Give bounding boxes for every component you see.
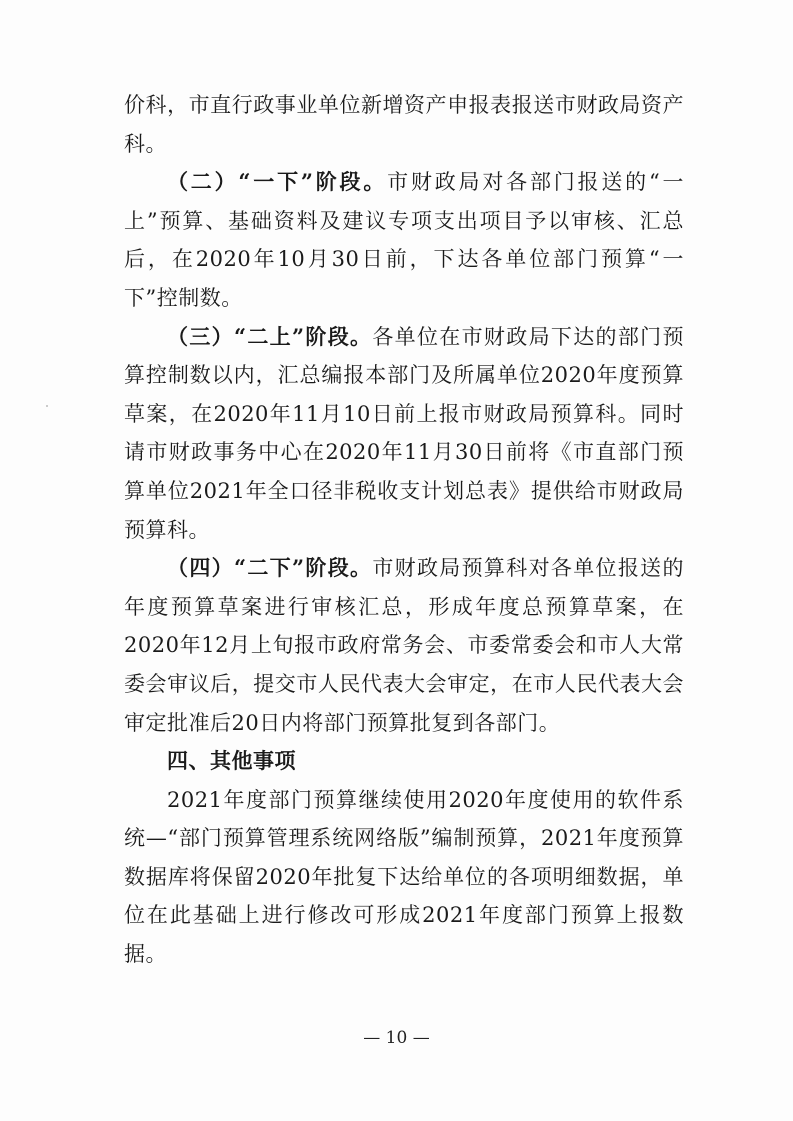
paragraph-erxia-stage <box>124 549 684 742</box>
scan-speck <box>46 405 48 407</box>
paragraph-ershang-stage <box>124 318 684 550</box>
section-heading-other-matters: 四、其他事项 <box>167 749 296 774</box>
paragraph-lead: （四）“二下”阶段。 <box>167 555 373 581</box>
paragraph-text: 2021年度部门预算继续使用2020年度使用的软件系统—“部门预算管理系统网络版”编制预算，2021年度预算数据库将保留2020年批复下达给单位的各项明细数据，单位在此基础上进行修改可形成2021年度部门预算上报数据。 <box>124 787 684 967</box>
page-number: — 10 — <box>363 1028 430 1048</box>
paragraph-text: 市财政局对各部门报送的“一上”预算、基础资料及建议专项支出项目予以审核、汇总后，在2020年10月30日前，下达各单位部门预算“一下”控制数。 <box>124 170 684 310</box>
paragraph-lead: （二）“一下”阶段。 <box>167 169 388 195</box>
paragraph-text: 各单位在市财政局下达的部门预算控制数以内，汇总编报本部门及所属单位2020年度预算草案，在2020年11月10日前上报市财政局预算科。同时请市财政事务中心在2020年11月30日前将《市直部门预算单位2021年全口径非税收支计划总表》提供给市财政局预算科。 <box>124 324 684 542</box>
paragraph-yixia-stage <box>124 163 684 317</box>
paragraph-software-system <box>124 781 684 974</box>
document-body <box>124 86 684 974</box>
paragraph-continuation <box>124 86 684 163</box>
paragraph-text: 市财政局预算科对各单位报送的年度预算草案进行审核汇总，形成年度总预算草案，在2020年12月上旬报市政府常务会、市委常委会和市人大常委会审议后，提交市人民代表大会审定，在市人民代表大会审定批准后20日内将部门预算批复到各部门。 <box>124 556 684 735</box>
paragraph-text: 价科，市直行政事业单位新增资产申报表报送市财政局资产科。 <box>124 93 684 156</box>
paragraph-lead: （三）“二上”阶段。 <box>167 323 373 349</box>
